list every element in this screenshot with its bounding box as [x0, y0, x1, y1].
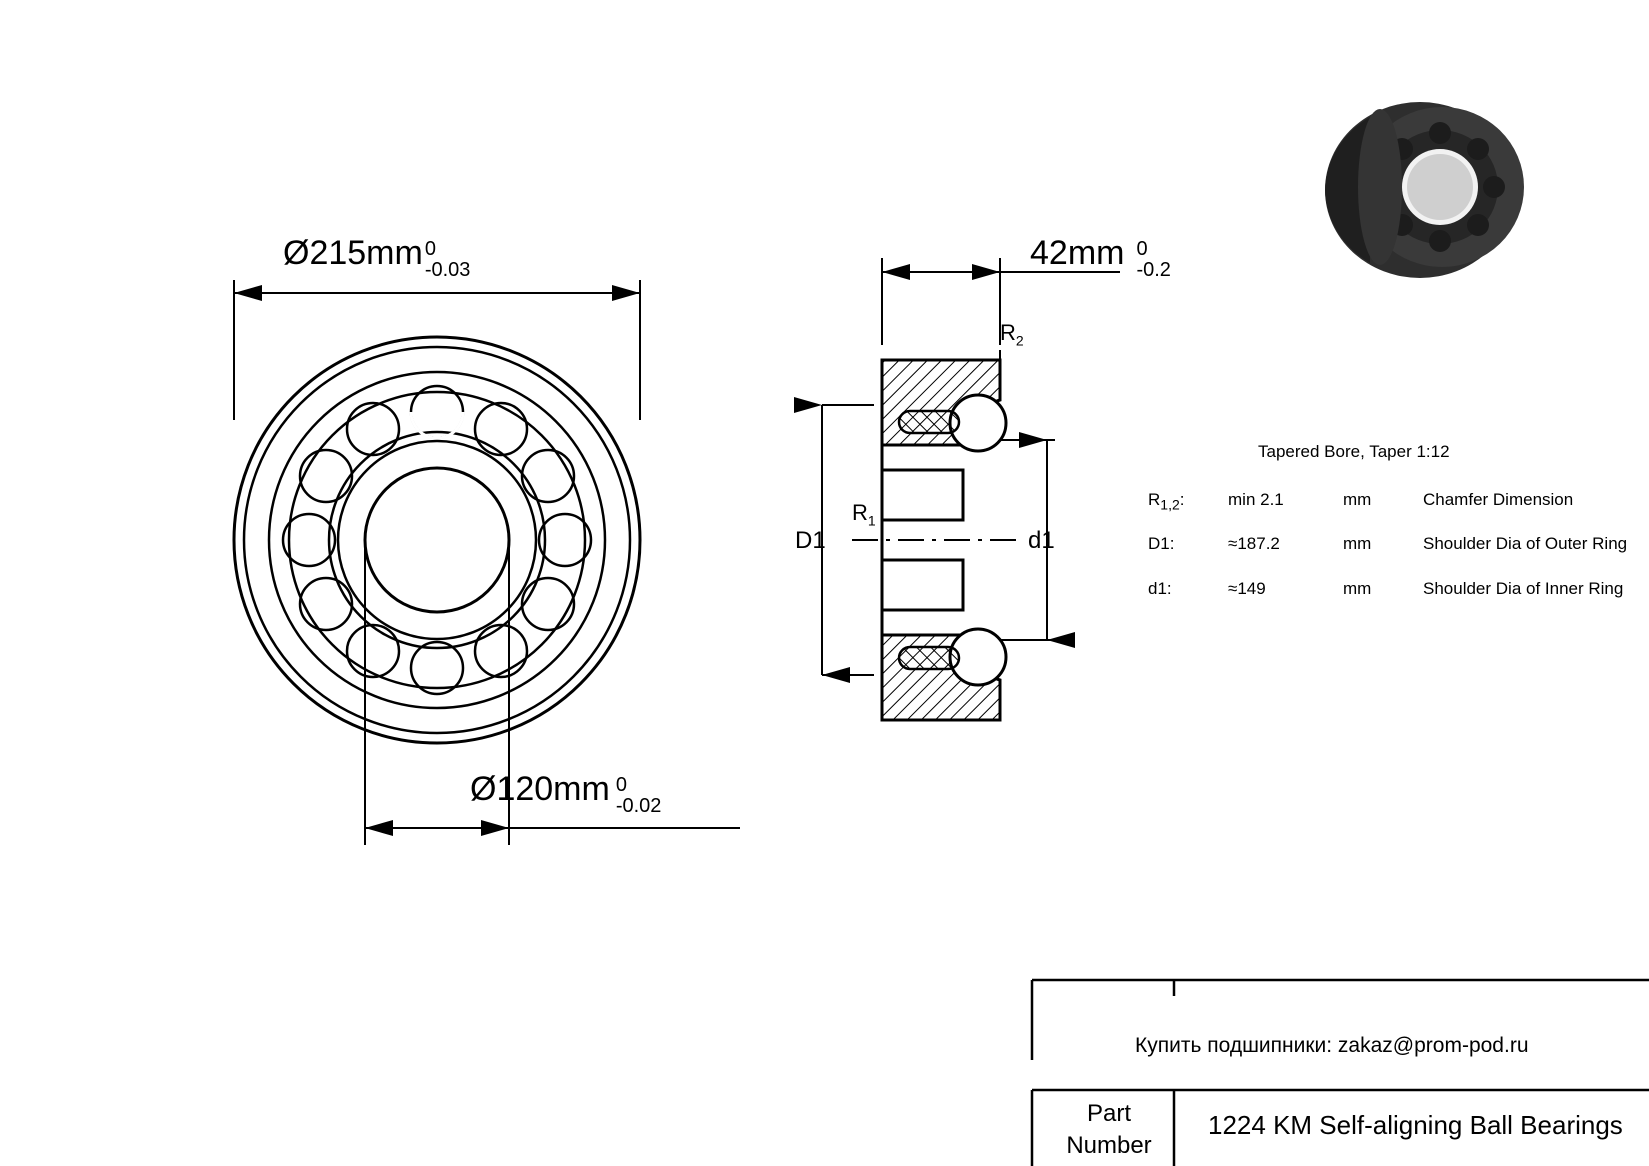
bore-diameter-tol-lower: -0.02 — [615, 794, 662, 817]
radius-r1-base: R — [852, 500, 868, 525]
front-view-geometry — [234, 337, 640, 743]
spec-symbol-suffix: : — [1169, 534, 1175, 554]
radius-r1-label — [852, 500, 876, 528]
spec-row — [1148, 490, 1627, 534]
spec-row — [1148, 579, 1627, 623]
spec-symbol-sub: 1,2 — [1160, 496, 1180, 513]
width-tol-upper: 0 — [1136, 237, 1148, 260]
spec-unit: mm — [1343, 534, 1372, 554]
spec-unit: mm — [1343, 490, 1372, 509]
front-view-outer-dimension-lines — [234, 280, 640, 420]
outer-diameter-value: Ø215mm — [283, 234, 423, 272]
spec-symbol: D1 — [1148, 534, 1170, 554]
outer-diameter-dimension — [283, 234, 470, 281]
bearing-photo — [1290, 75, 1550, 305]
spec-unit: mm — [1343, 578, 1372, 598]
spec-symbol: R — [1148, 490, 1161, 509]
spec-description: Shoulder Dia of Inner Ring — [1423, 578, 1624, 598]
width-value: 42mm — [1030, 234, 1125, 272]
part-number-label — [1064, 1098, 1154, 1163]
spec-description: Chamfer Dimension — [1423, 490, 1574, 509]
spec-symbol: d1 — [1148, 578, 1167, 598]
part-number-label-line2: Number — [1066, 1132, 1152, 1160]
outer-diameter-tol-upper: 0 — [424, 237, 436, 260]
part-number-label-line1: Part — [1086, 1100, 1131, 1127]
inner-shoulder-label: d1 — [1028, 527, 1055, 554]
section-view-clean — [852, 340, 1030, 750]
spec-row — [1148, 534, 1627, 578]
radius-r2-label — [1000, 320, 1024, 348]
outer-diameter-tol-lower: -0.03 — [424, 258, 471, 281]
tapered-bore-note: Tapered Bore, Taper 1:12 — [1258, 442, 1450, 461]
spec-table — [1148, 490, 1627, 623]
radius-r1-sub: 1 — [867, 512, 876, 529]
radius-r2-base: R — [1000, 320, 1016, 345]
spec-symbol-suffix: : — [1179, 490, 1185, 509]
spec-symbol-cell — [1148, 579, 1228, 623]
spec-value: min 2.1 — [1228, 490, 1284, 509]
spec-symbol-cell — [1148, 490, 1228, 534]
spec-symbol-cell — [1148, 534, 1228, 578]
part-name: 1224 KM Self-aligning Ball Bearings — [1208, 1110, 1623, 1140]
spec-symbol-suffix: : — [1166, 578, 1172, 598]
bore-diameter-tol-upper: 0 — [615, 773, 627, 796]
width-tol-lower: -0.2 — [1136, 258, 1171, 281]
bore-diameter-value: Ø120mm — [470, 770, 610, 808]
radius-r2-sub: 2 — [1015, 332, 1024, 349]
width-dimension — [1030, 234, 1171, 281]
spec-value: ≈187.2 — [1228, 534, 1280, 554]
spec-description: Shoulder Dia of Outer Ring — [1423, 534, 1628, 554]
contact-line: Купить подшипники: zakaz@prom-pod.ru — [1135, 1034, 1529, 1057]
outer-shoulder-label: D1 — [795, 527, 826, 554]
spec-value: ≈149 — [1228, 578, 1266, 598]
bore-diameter-dimension — [470, 770, 661, 817]
